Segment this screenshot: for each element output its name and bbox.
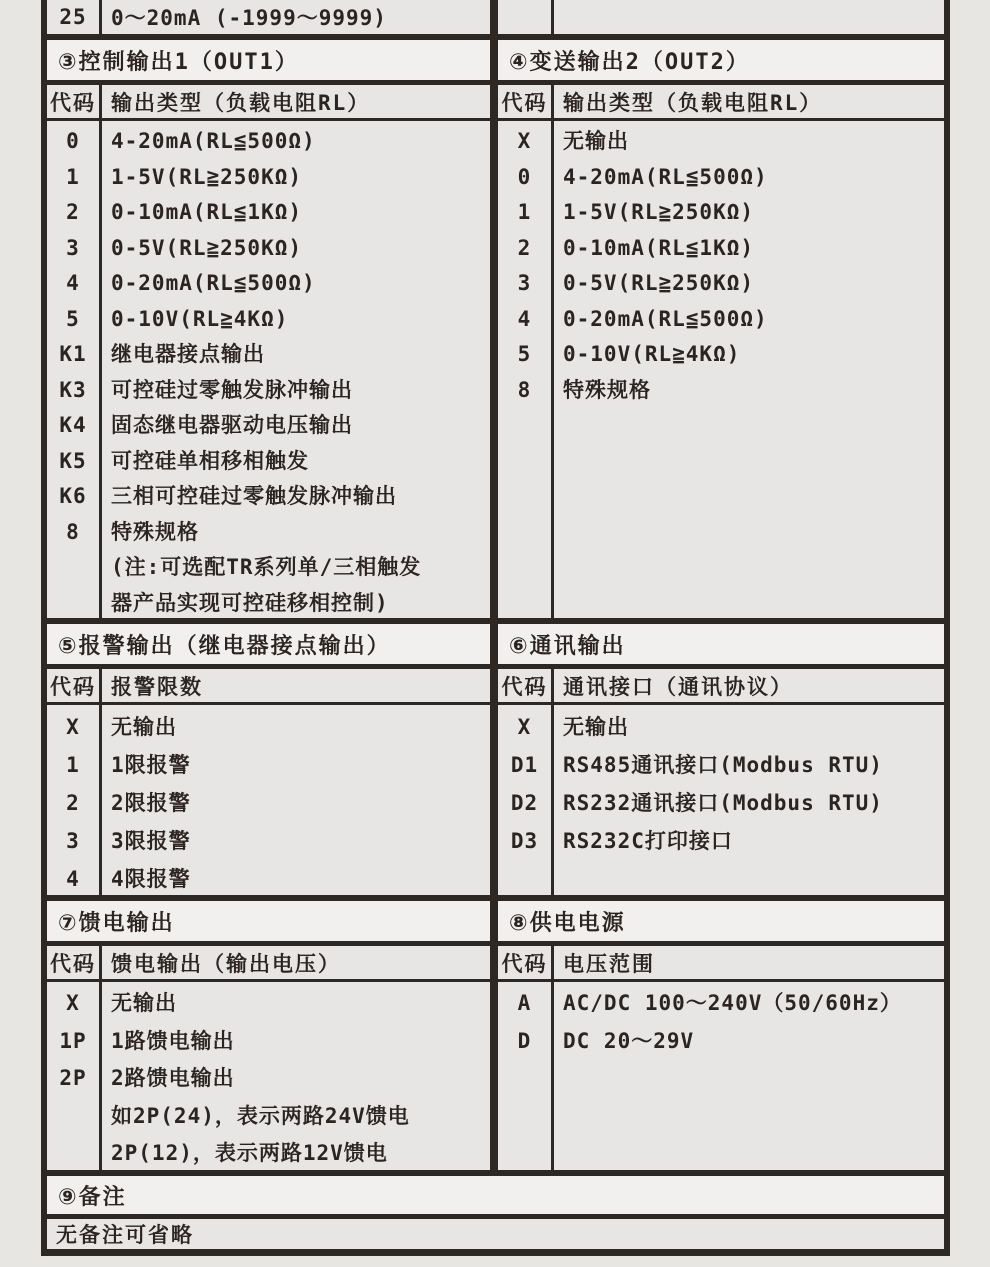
voltage-range-header: 电压范围 xyxy=(563,951,655,976)
power-code-column xyxy=(498,982,554,1170)
power-value-column xyxy=(554,982,944,1170)
column-header-band xyxy=(47,669,944,702)
feed-output-header: 馈电输出（输出电压） xyxy=(111,951,341,976)
row-code: 0 xyxy=(517,164,532,189)
row-code: 2 xyxy=(66,200,80,224)
out1-out2-data xyxy=(47,121,944,618)
column-divider xyxy=(490,624,498,664)
row-text: 4-20mA(RL≦500Ω) xyxy=(111,129,316,153)
column-divider xyxy=(490,982,498,1170)
row-text: 0-5V(RL≧250KΩ) xyxy=(563,271,755,295)
row-text: 0-10mA(RL≦1KΩ) xyxy=(563,235,755,260)
comm-rows xyxy=(498,705,944,895)
comm-value-column xyxy=(554,705,944,895)
row-text: 1限报警 xyxy=(111,753,191,777)
row-code: 0 xyxy=(66,129,80,153)
row-text: 0-20mA(RL≦500Ω) xyxy=(111,271,316,295)
range-row-code: 25 xyxy=(47,0,102,34)
row-code: 5 xyxy=(66,306,80,331)
alarm-comm-data xyxy=(47,705,944,895)
alarm-value-column xyxy=(102,705,490,895)
range-row-25 xyxy=(47,0,944,34)
row-text: 4-20mA(RL≦500Ω) xyxy=(563,164,768,189)
alarm-rows xyxy=(47,705,490,895)
row-code: K5 xyxy=(59,448,87,473)
row-code: 2 xyxy=(66,791,80,815)
row-code: X xyxy=(517,715,532,739)
row-code: D xyxy=(517,1028,532,1053)
feed-value-column xyxy=(102,982,490,1170)
row-code: 4 xyxy=(66,271,80,295)
row-code: 4 xyxy=(517,306,532,331)
row-code: D3 xyxy=(510,829,539,853)
feed-rows xyxy=(47,982,490,1170)
comm-interface-header: 通讯接口（通讯协议） xyxy=(563,674,793,699)
out2-code-column xyxy=(498,121,554,618)
row-code: 8 xyxy=(66,519,80,544)
row-text: 无输出 xyxy=(111,991,177,1015)
section-title-band xyxy=(47,40,944,80)
row-text: 2P(12)，表示两路12V馈电 xyxy=(111,1141,388,1166)
row-text: 无输出 xyxy=(563,129,629,153)
section-title-band xyxy=(47,901,944,941)
row-text: RS232C打印接口 xyxy=(563,829,733,853)
row-code: 5 xyxy=(517,342,532,366)
row-code: X xyxy=(66,991,80,1015)
ordering-spec-table xyxy=(41,0,950,1256)
row-text: 可控硅单相移相触发 xyxy=(111,448,309,473)
row-code xyxy=(47,586,99,619)
row-text: RS232通讯接口(Modbus RTU) xyxy=(563,791,883,815)
comm-code-column xyxy=(498,705,554,895)
row-text: 0-20mA(RL≦500Ω) xyxy=(563,306,768,331)
row-text: 1-5V(RL≧250KΩ) xyxy=(563,200,755,224)
alarm-code-column xyxy=(47,705,102,895)
row-text: (注:可选配TR系列单/三相触发 xyxy=(111,555,422,579)
row-code xyxy=(47,1135,99,1170)
code-column-header: 代码 xyxy=(498,946,554,979)
row-text: 继电器接点输出 xyxy=(111,342,265,366)
row-code: X xyxy=(66,715,80,739)
row-code: K1 xyxy=(59,342,87,366)
row-code: D2 xyxy=(510,791,539,815)
row-text: 0-5V(RL≧250KΩ) xyxy=(111,235,303,260)
out1-value-column xyxy=(102,121,490,618)
row-code: K3 xyxy=(59,377,87,402)
column-divider xyxy=(490,669,498,702)
row-text: 无输出 xyxy=(111,715,177,739)
out2-rows xyxy=(498,121,944,618)
code-column-header: 代码 xyxy=(47,669,102,702)
column-divider xyxy=(490,121,498,618)
row-code: K6 xyxy=(59,484,87,508)
row-code: 4 xyxy=(66,867,80,891)
range-row-desc: 0～20mA (-1999～9999) xyxy=(111,6,387,30)
row-text: 1-5V(RL≧250KΩ) xyxy=(111,164,303,189)
code-column-header: 代码 xyxy=(47,85,102,118)
alarm-limit-header: 报警限数 xyxy=(111,674,203,699)
out1-rows xyxy=(47,121,490,618)
row-code: 8 xyxy=(517,377,532,402)
row-text: 0-10V(RL≧4KΩ) xyxy=(563,342,741,366)
section4-title: ④变送输出2（OUT2） xyxy=(498,40,944,80)
row-text: 如2P(24)，表示两路24V馈电 xyxy=(111,1103,410,1128)
row-code: 1 xyxy=(66,164,80,189)
column-divider xyxy=(490,705,498,895)
row-text: DC 20～29V xyxy=(563,1028,695,1053)
row-text: 0-10V(RL≧4KΩ) xyxy=(111,306,289,331)
section9-title: ⑨备注 xyxy=(47,1176,944,1214)
row-text: 0-10mA(RL≦1KΩ) xyxy=(111,200,303,224)
row-code xyxy=(47,550,99,586)
empty-code-cell xyxy=(498,0,554,34)
row-text: 4限报警 xyxy=(111,867,191,891)
row-code: 2P xyxy=(59,1066,87,1091)
out2-type-header: 输出类型（负载电阻RL） xyxy=(563,90,823,115)
feed-code-column xyxy=(47,982,102,1170)
row-code: 1 xyxy=(66,753,80,777)
row-text: RS485通讯接口(Modbus RTU) xyxy=(563,753,883,777)
code-column-header: 代码 xyxy=(498,669,554,702)
out1-type-header: 输出类型（负载电阻RL） xyxy=(111,90,371,115)
feed-power-data xyxy=(47,982,944,1170)
column-divider xyxy=(490,901,498,941)
row-code: X xyxy=(517,129,532,153)
out1-code-column xyxy=(47,121,102,618)
column-divider xyxy=(490,85,498,118)
column-divider xyxy=(490,946,498,979)
row-text: 特殊规格 xyxy=(111,519,199,544)
section6-title: ⑥通讯输出 xyxy=(498,624,944,664)
row-code: 3 xyxy=(66,829,80,853)
row-text: 器产品实现可控硅移相控制) xyxy=(111,590,389,615)
row-text: AC/DC 100～240V（50/60Hz） xyxy=(563,991,902,1015)
empty-value-cell xyxy=(554,0,944,34)
row-text: 1路馈电输出 xyxy=(111,1028,235,1053)
column-divider xyxy=(490,0,498,34)
row-code: D1 xyxy=(510,753,539,777)
row-text: 2路馈电输出 xyxy=(111,1066,235,1091)
row-text: 无输出 xyxy=(563,715,629,739)
row-code: 3 xyxy=(517,271,532,295)
row-code xyxy=(47,1098,99,1136)
row-text: 固态继电器驱动电压输出 xyxy=(111,413,353,437)
column-header-band xyxy=(47,85,944,118)
row-code: 2 xyxy=(517,235,532,260)
code-column-header: 代码 xyxy=(498,85,554,118)
remark-body: 无备注可省略 xyxy=(56,1223,194,1247)
row-code: 1P xyxy=(59,1028,87,1053)
section-title-band xyxy=(47,624,944,664)
section5-title: ⑤报警输出（继电器接点输出） xyxy=(47,624,490,664)
row-text: 特殊规格 xyxy=(563,377,651,402)
row-code: K4 xyxy=(59,413,87,437)
row-text: 可控硅过零触发脉冲输出 xyxy=(111,377,353,402)
out2-value-column xyxy=(554,121,944,618)
code-column-header: 代码 xyxy=(47,946,102,979)
row-code: 1 xyxy=(517,200,532,224)
section3-title: ③控制输出1（OUT1） xyxy=(47,40,490,80)
row-text: 2限报警 xyxy=(111,791,191,815)
row-text: 三相可控硅过零触发脉冲输出 xyxy=(111,484,397,508)
column-header-band xyxy=(47,946,944,979)
row-code: 3 xyxy=(66,235,80,260)
power-rows xyxy=(498,982,944,1170)
column-divider xyxy=(490,40,498,80)
row-code: A xyxy=(517,991,532,1015)
section8-title: ⑧供电电源 xyxy=(498,901,944,941)
row-text: 3限报警 xyxy=(111,829,191,853)
section7-title: ⑦馈电输出 xyxy=(47,901,490,941)
